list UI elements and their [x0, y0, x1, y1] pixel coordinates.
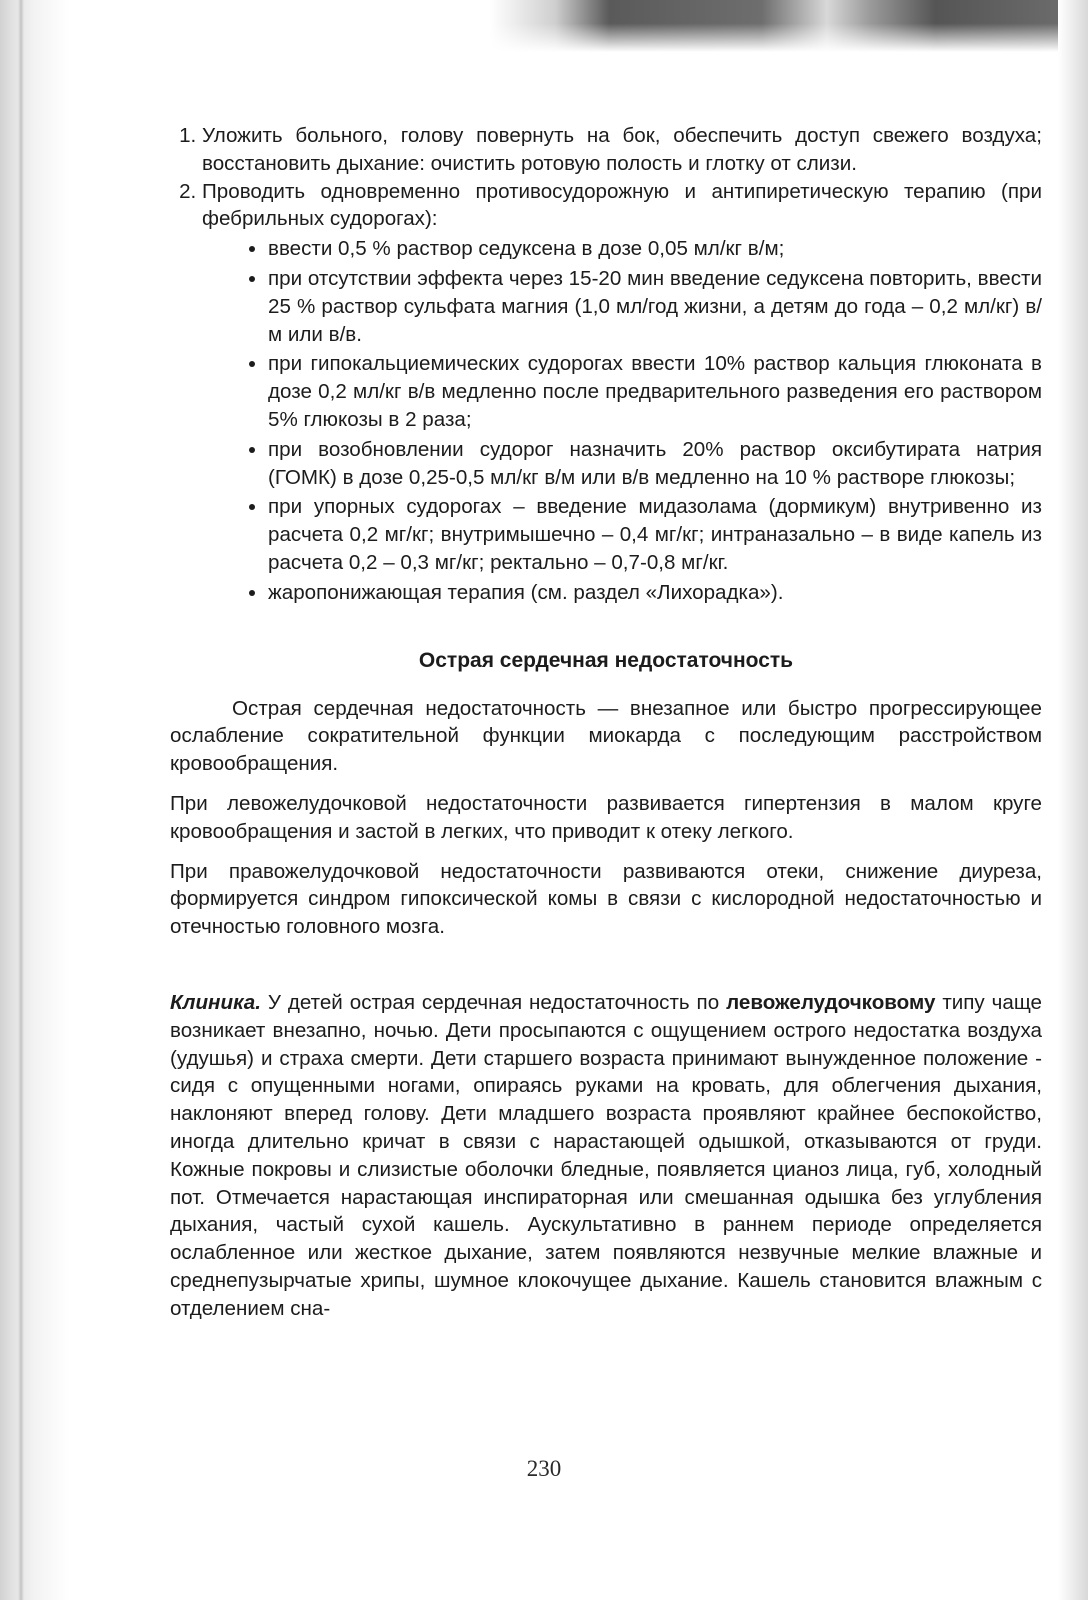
- treatment-item: • при упорных судорогах – введение мидазолама (дормикум) внутривенно из расчета 0,2 мг/кг; внутримышечно – 0,4 мг/кг; интраназально – в виде капель из расчета 0,2 – 0,3 мг/кг; ректально – 0,7-0,8 мг/кг.: [268, 493, 1042, 576]
- page-number: 230: [526, 1456, 562, 1481]
- definition-paragraph: Острая сердечная недостаточность — внезапное или быстро прогрессирующее ослабление сократительной функции миокарда с последующим расстройством кровообращения.: [170, 696, 1042, 776]
- right-ventricular-paragraph: При правожелудочковой недостаточности развиваются отеки, снижение диуреза, формируется синдром гипоксической комы в связи с кислородной недостаточностью и отечностью головного мозга.: [170, 859, 1042, 939]
- scan-shadow-left: [0, 0, 70, 1600]
- clinic-text-2: типу чаще возникает внезапно, ночью. Дети просыпаются с ощущением острого недостатка воздуха (удушья) и страха смерти. Дети старшего возраста принимают вынужденное положение - сидя с опущенными ногами, опираясь руками на кровать, для облегчения дыхания, наклоняют вперед голову. Дети младшего возраста проявляют крайнее беспокойство, иногда длительно кричат в связи с нарастающей одышкой, отказываются от груди. Кожные покровы и слизистые оболочки бледные, появляется цианоз лица, губ, холодный пот. Отмечается нарастающая инспираторная или смешанная одышка без углубления дыхания, частый сухой кашель. Аускультативно в раннем периоде определяется ослабленное или жесткое дыхание, затем появляются незвучные мелкие влажные и среднепузырчатые хрипы, шумное клокочущее дыхание. Кашель становится влажным с отделением сна-: [170, 990, 1042, 1320]
- treatment-item: • ввести 0,5 % раствор седуксена в дозе 0,05 мл/кг в/м;: [268, 235, 1042, 263]
- treatment-item: • при отсутствии эффекта через 15-20 мин введение седуксена повторить, ввести 25 % раствор сульфата магния (1,0 мл/год жизни, а детям до года – 0,2 мл/кг) в/м или в/в.: [268, 265, 1042, 348]
- section-title: Острая сердечная недостаточность: [418, 648, 794, 672]
- scan-shadow-top: [0, 0, 1088, 52]
- clinic-bold-term: левожелудочковому: [726, 990, 936, 1014]
- clinic-label: Клиника.: [170, 990, 261, 1014]
- clinic-text-1: У детей острая сердечная недостаточность по: [260, 990, 727, 1014]
- step-item: [202, 178, 1042, 607]
- treatment-list: [202, 235, 1042, 606]
- scan-shadow-right: [1058, 0, 1088, 1600]
- treatment-item: • при возобновлении судорог назначить 20% раствор оксибутирата натрия (ГОМК) в дозе 0,25-0,5 мл/кг в/м или в/в медленно на 10 % растворе глюкозы;: [268, 436, 1042, 492]
- step-text: Уложить больного, голову повернуть на бок, обеспечить доступ свежего воздуха; восстановить дыхание: очистить ротовую полость и глотку от слизи.: [202, 124, 1042, 175]
- clinic-paragraph: [170, 989, 1042, 1323]
- step-item: [202, 122, 1042, 178]
- left-ventricular-paragraph: При левожелудочковой недостаточности развивается гипертензия в малом круге кровообращения и застой в легких, что приводит к отеку легкого.: [170, 791, 1042, 843]
- page-content: [170, 122, 1042, 1334]
- step-text: Проводить одновременно противосудорожную и антипиретическую терапию (при фебрильных судорогах):: [202, 179, 1042, 231]
- first-aid-steps: [170, 122, 1042, 607]
- treatment-item: • жаропонижающая терапия (см. раздел «Лихорадка»).: [268, 579, 1042, 607]
- treatment-item: • при гипокальциемических судорогах ввести 10% раствор кальция глюконата в дозе 0,2 мл/кг в/в медленно после предварительного разведения его раствором 5% глюкозы в 2 раза;: [268, 350, 1042, 433]
